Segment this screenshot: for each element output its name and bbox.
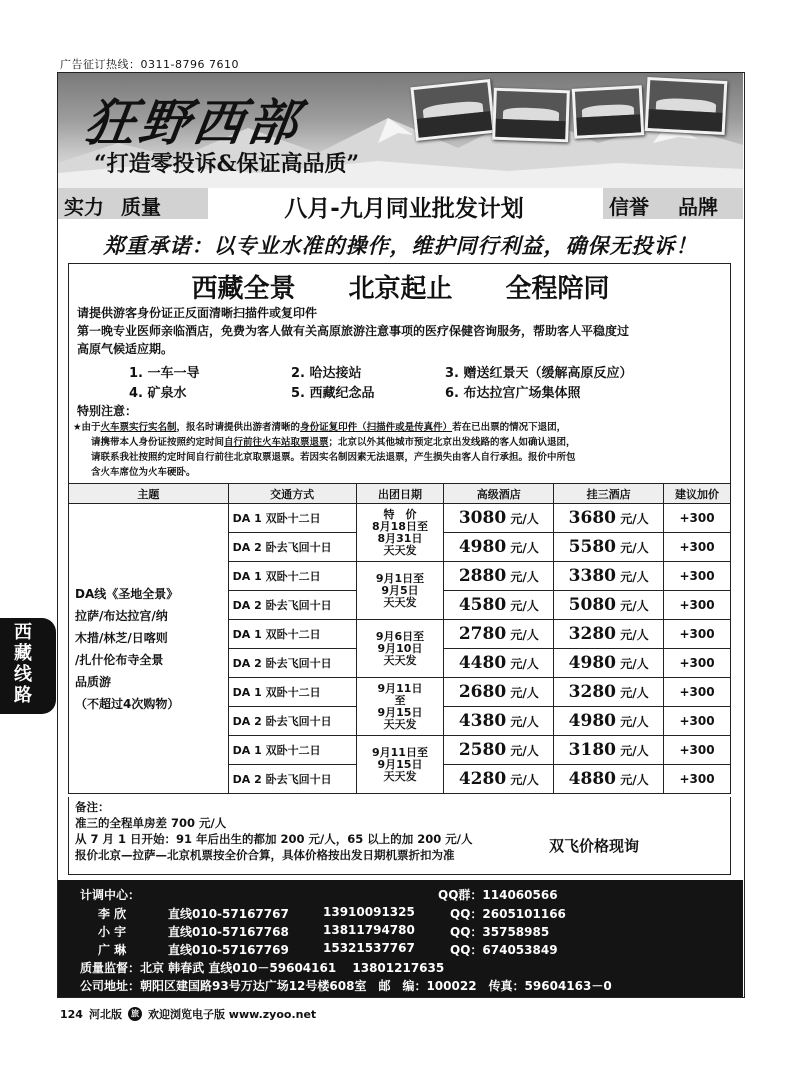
price-unit: 元/人 (620, 541, 649, 555)
quality-supervision: 质量监督：北京 韩春武 直线010－59604161 13801217635 (80, 961, 445, 975)
markup-cell: +300 (664, 707, 731, 736)
theme-line: 品质游 (75, 674, 112, 689)
side-tab-char: 西 (14, 622, 32, 643)
remarks-line-2: 从 7 月 1 日开始：91 年后出生的都加 200 元/人，65 以上的加 200 元/人 (75, 832, 473, 846)
side-tab-char: 藏 (14, 643, 32, 664)
price-unit: 元/人 (510, 599, 539, 613)
transport-cell: DA 1 双卧十二日 (228, 678, 356, 707)
price-unit: 元/人 (620, 715, 649, 729)
remarks-line-1: 准三的全程单房差 700 元/人 (75, 816, 227, 830)
planning-center-label: 计调中心： (80, 888, 141, 902)
price-unit: 元/人 (620, 512, 649, 526)
three-star-hotel-price (554, 736, 664, 765)
premium-hotel-price (444, 765, 554, 794)
ad-frame (57, 72, 745, 998)
markup-cell: +300 (664, 533, 731, 562)
footer-website[interactable]: 欢迎浏览电子版 www.zyoo.net (147, 1008, 317, 1021)
date-line: 天天发 (383, 717, 417, 731)
markup-cell: +300 (664, 649, 731, 678)
doctor-line-2: 高原气候适应期。 (77, 342, 174, 356)
markup-cell: +300 (664, 678, 731, 707)
contact-name-1: 李 欣 (98, 907, 127, 921)
col-header-three-star-hotel: 挂三酒店 (554, 484, 664, 504)
company-address: 公司地址：朝阳区建国路93号万达广场12号楼608室 邮 编：100022 传真：59604163－0 (80, 979, 612, 993)
transport-cell: DA 2 卧去飞回十日 (228, 649, 356, 678)
perk-6: 6. 布达拉宫广场集体照 (445, 386, 581, 401)
price-unit: 元/人 (510, 773, 539, 787)
col-header-premium-hotel: 高级酒店 (444, 484, 554, 504)
contact-qq-2: QQ：35758985 (450, 925, 550, 939)
col-header-theme: 主题 (69, 484, 229, 504)
price-value: 2780 (458, 624, 507, 644)
price-value: 5080 (568, 595, 616, 615)
contact-mobile-2: 13811794780 (323, 923, 415, 937)
markup-cell: +300 (664, 591, 731, 620)
perk-5: 5. 西藏纪念品 (291, 386, 375, 401)
date-line: 天天发 (383, 769, 417, 783)
table-header-row (69, 484, 731, 504)
headline-title: 八月-九月同业批发计划 (284, 196, 524, 222)
contact-qq-3: QQ：674053849 (450, 943, 558, 957)
contact-line-1: 直线010-57167767 (168, 907, 289, 921)
date-line: 9月6日至 (375, 629, 425, 643)
date-line: 9月11日至 (372, 745, 428, 759)
price-value: 3280 (568, 682, 616, 702)
contact-panel (58, 880, 743, 997)
date-line: 天天发 (383, 595, 417, 609)
premium-hotel-price (444, 678, 554, 707)
price-unit: 元/人 (510, 628, 539, 642)
price-value: 3280 (568, 624, 616, 644)
price-unit: 元/人 (510, 744, 539, 758)
date-line: 至 (394, 693, 406, 707)
photo-lake (492, 88, 570, 143)
side-tab-char: 路 (14, 685, 32, 706)
photo-potala (410, 79, 495, 141)
headline-left: 实力 质量 (58, 188, 208, 219)
date-line: 8月18日至 (372, 519, 428, 533)
route-title: 西藏全景 北京起止 全程陪同 (191, 274, 610, 304)
photo-palace (645, 77, 728, 135)
price-unit: 元/人 (620, 744, 649, 758)
markup-cell: +300 (664, 504, 731, 533)
remarks-line-3: 报价北京—拉萨—北京机票按全价合算，具体价格按出发日期机票折扣为准 (75, 848, 455, 862)
theme-line: 拉萨/布达拉宫/纳 (75, 608, 168, 623)
theme-line: 木措/林芝/日喀则 (75, 630, 168, 645)
headline-bar (58, 188, 743, 222)
three-star-hotel-price (554, 765, 664, 794)
transport-cell: DA 2 卧去飞回十日 (228, 591, 356, 620)
special-title: 特别注意： (77, 404, 138, 418)
three-star-hotel-price (554, 504, 664, 533)
price-unit: 元/人 (620, 570, 649, 584)
departure-date-cell (356, 736, 444, 794)
edition-label: 河北版 (88, 1008, 122, 1021)
doctor-line-1: 第一晚专业医师亲临酒店，免费为客人做有关高原旅游注意事项的医疗保健咨询服务，帮助客人平稳度过 (77, 324, 630, 338)
price-unit: 元/人 (620, 657, 649, 671)
col-header-date: 出团日期 (356, 484, 444, 504)
promise-slogan: 郑重承诺：以专业水准的操作，维护同行利益，确保无投诉！ (103, 233, 698, 258)
departure-date-cell (356, 678, 444, 736)
contact-mobile-1: 13910091325 (323, 905, 415, 919)
theme-line: DA线《圣地全景》 (75, 586, 179, 601)
special-note-2: 请携带本人身份证按照约定时间自行前往火车站取票退票；北京以外其他城市预定北京出发线路的客人如确认退团， (91, 437, 576, 448)
remarks-box (68, 797, 731, 875)
publisher-logo-icon: 旅 (128, 1007, 142, 1021)
premium-hotel-price (444, 562, 554, 591)
shuangfei-price-note: 双飞价格现询 (549, 837, 640, 855)
price-unit: 元/人 (510, 686, 539, 700)
transport-cell: DA 2 卧去飞回十日 (228, 707, 356, 736)
date-line: 8月31日 (377, 531, 423, 545)
remarks-title: 备注： (75, 800, 110, 814)
departure-date-cell (356, 620, 444, 678)
premium-hotel-price (444, 649, 554, 678)
transport-cell: DA 1 双卧十二日 (228, 504, 356, 533)
page-number: 124 (60, 1007, 83, 1021)
banner (58, 73, 743, 188)
price-unit: 元/人 (620, 599, 649, 613)
price-value: 3380 (568, 566, 616, 586)
date-line: 天天发 (383, 653, 417, 667)
price-unit: 元/人 (510, 715, 539, 729)
three-star-hotel-price (554, 678, 664, 707)
date-line: 9月1日至 (375, 571, 425, 585)
price-unit: 元/人 (620, 628, 649, 642)
price-value: 2880 (458, 566, 507, 586)
price-unit: 元/人 (620, 686, 649, 700)
price-value: 4980 (568, 711, 616, 731)
price-value: 4980 (458, 537, 507, 557)
date-line: 天天发 (383, 543, 417, 557)
premium-hotel-price (444, 504, 554, 533)
headline-right: 信誉 品牌 (603, 188, 743, 219)
perk-2: 2. 哈达接站 (291, 366, 362, 381)
transport-cell: DA 1 双卧十二日 (228, 620, 356, 649)
price-unit: 元/人 (510, 541, 539, 555)
markup-cell: +300 (664, 620, 731, 649)
price-unit: 元/人 (620, 773, 649, 787)
premium-hotel-price (444, 620, 554, 649)
premium-hotel-price (444, 533, 554, 562)
markup-cell: +300 (664, 765, 731, 794)
side-tab-tibet-routes (0, 618, 56, 714)
three-star-hotel-price (554, 620, 664, 649)
contact-name-3: 广 琳 (98, 943, 127, 957)
premium-hotel-price (444, 736, 554, 765)
price-value: 3680 (568, 508, 616, 528)
contact-qq-1: QQ：2605101166 (450, 907, 566, 921)
side-tab-char: 线 (14, 664, 32, 685)
date-line: 9月15日 (377, 705, 423, 719)
contact-line-2: 直线010-57167768 (168, 925, 289, 939)
three-star-hotel-price (554, 533, 664, 562)
departure-date-cell (356, 562, 444, 620)
price-value: 4580 (458, 595, 507, 615)
three-star-hotel-price (554, 562, 664, 591)
price-value: 5580 (568, 537, 616, 557)
special-note-1: ★由于火车票实行实名制，报名时请提供出游者清晰的身份证复印件（扫描件或是传真件）若在已出票的情况下退团， (73, 422, 567, 433)
price-value: 4980 (568, 653, 616, 673)
special-note-3: 请联系我社按照约定时间自行前往北京取票退票。若因实名制因素无法退票，产生损失由客人自行承担。报价中所包 (91, 452, 576, 463)
price-unit: 元/人 (510, 657, 539, 671)
slogan: “打造零投诉&保证高品质” (94, 151, 360, 177)
col-header-markup: 建议加价 (664, 484, 731, 504)
price-value: 2680 (458, 682, 507, 702)
price-unit: 元/人 (510, 570, 539, 584)
markup-cell: +300 (664, 562, 731, 591)
price-value: 4880 (568, 769, 616, 789)
date-line: 9月5日 (381, 583, 419, 597)
perk-3: 3. 赠送红景天（缓解高原反应） (445, 366, 633, 381)
price-value: 2580 (458, 740, 507, 760)
perk-1: 1. 一车一导 (129, 366, 200, 381)
transport-cell: DA 2 卧去飞回十日 (228, 533, 356, 562)
premium-hotel-price (444, 707, 554, 736)
date-line: 9月10日 (377, 641, 423, 655)
brand-title: 狂野西部 (81, 93, 306, 152)
transport-cell: DA 1 双卧十二日 (228, 736, 356, 765)
contact-name-2: 小 宇 (98, 925, 127, 939)
transport-cell: DA 2 卧去飞回十日 (228, 765, 356, 794)
price-unit: 元/人 (510, 512, 539, 526)
premium-hotel-price (444, 591, 554, 620)
date-line: 特 价 (383, 507, 417, 521)
three-star-hotel-price (554, 707, 664, 736)
theme-line: （不超过4次购物） (75, 696, 180, 711)
transport-cell: DA 1 双卧十二日 (228, 562, 356, 591)
route-info-box (68, 263, 731, 493)
price-value: 4380 (458, 711, 507, 731)
price-value: 4480 (458, 653, 507, 673)
theme-line: /扎什伦布寺全景 (75, 652, 164, 667)
date-line: 9月11日 (377, 681, 423, 695)
three-star-hotel-price (554, 591, 664, 620)
special-note-4: 含火车席位为火车硬卧。 (91, 467, 196, 478)
page-footer (60, 1006, 316, 1022)
contact-mobile-3: 15321537767 (323, 941, 415, 955)
date-line: 9月15日 (377, 757, 423, 771)
price-value: 3080 (458, 508, 507, 528)
photo-monastery (572, 85, 645, 139)
price-value: 3180 (568, 740, 616, 760)
id-notice: 请提供游客身份证正反面清晰扫描件或复印件 (77, 306, 318, 320)
departure-date-cell (356, 504, 444, 562)
ad-hotline: 广告征订热线：0311-8796 7610 (60, 58, 239, 71)
qq-group: QQ群：114060566 (438, 888, 558, 902)
price-table (68, 483, 731, 794)
three-star-hotel-price (554, 649, 664, 678)
route-theme-cell (69, 504, 229, 794)
markup-cell: +300 (664, 736, 731, 765)
contact-line-3: 直线010-57167769 (168, 943, 289, 957)
perk-4: 4. 矿泉水 (129, 386, 187, 401)
price-value: 4280 (458, 769, 507, 789)
col-header-transport: 交通方式 (228, 484, 356, 504)
table-row (69, 504, 731, 533)
